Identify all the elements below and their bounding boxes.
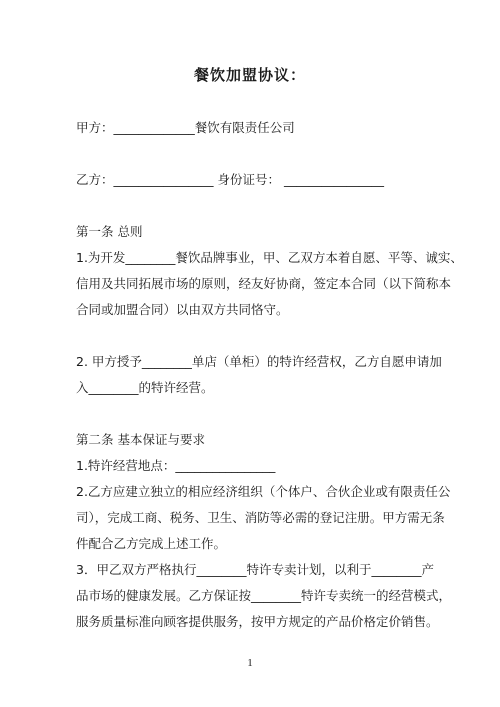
document-title: 餐饮加盟协议： <box>193 66 306 84</box>
article-one-paragraph-line: 信用及共同拓展市场的原则，经友好协商，签定本合同（以下简称本 <box>76 276 452 291</box>
article-two-clause-three-line: 服务质量标准向顾客提供服务，按甲方规定的产品价格定价销售。 <box>76 614 439 629</box>
article-two-clause-three-line: 品市场的健康发展。乙方保证按________特许专卖统一的经营模式， <box>76 588 452 603</box>
article-two-heading: 第二条 基本保证与要求 <box>76 432 205 447</box>
article-two-clause-two-line: 件配合乙方完成上述工作。 <box>76 536 227 551</box>
article-one-clause-two-line: 入________的特许经营。 <box>76 380 214 395</box>
article-one-heading: 第一条 总则 <box>76 224 143 239</box>
article-one-paragraph-line: 合同或加盟合同）以由双方共同恪守。 <box>76 302 289 317</box>
article-two-clause-one: 1.特许经营地点：________________ <box>76 458 276 473</box>
article-two-clause-two-line: 2.乙方应建立独立的相应经济组织（个体户、合伙企业或有限责任公 <box>76 484 451 499</box>
article-one-paragraph-line: 1.为开发________餐饮品牌事业，甲、乙双方本着自愿、平等、诚实、 <box>76 250 463 265</box>
article-one-clause-two-line: 2. 甲方授予________单店（单柜）的特许经营权，乙方自愿申请加 <box>76 354 442 369</box>
page-number: 1 <box>247 657 253 669</box>
article-two-clause-three-line: 3．甲乙双方严格执行________特许专卖计划，以利于________产 <box>76 562 434 577</box>
article-two-clause-two-line: 司），完成工商、税务、卫生、消防等必需的登记注册。甲方需无条 <box>76 510 445 525</box>
party-b-line: 乙方：________________ 身份证号： ________________ <box>76 172 384 187</box>
party-a-line: 甲方：_____________餐饮有限责任公司 <box>76 120 295 135</box>
